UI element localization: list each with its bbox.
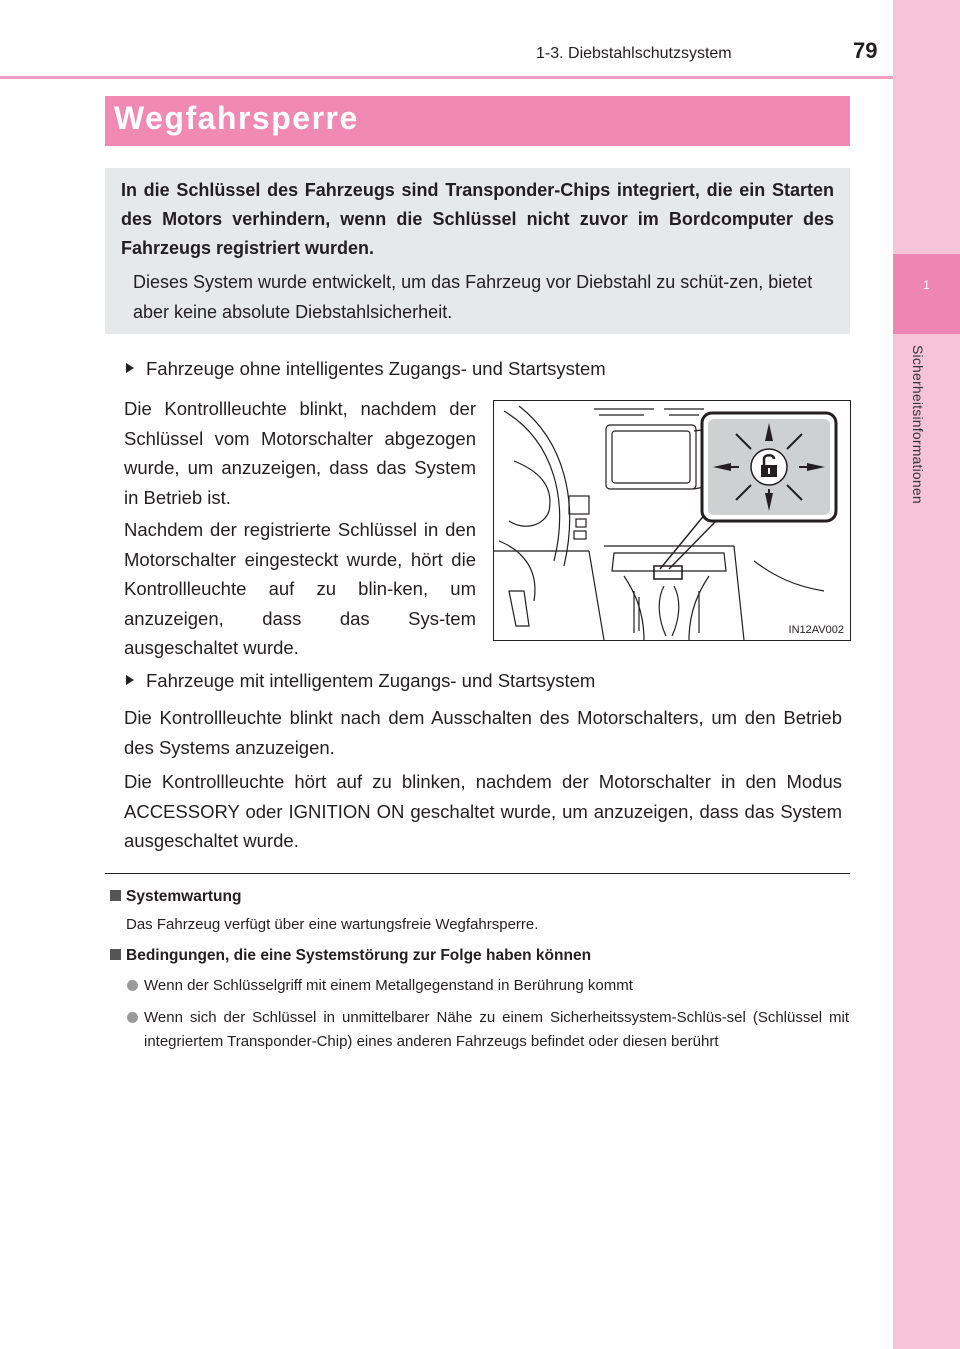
circle-bullet-icon	[127, 1012, 138, 1023]
intro-text: Dieses System wurde entwickelt, um das Fahrzeug vor Diebstahl zu schüt-zen, bietet aber keine absolute Diebstahlsicherheit.	[133, 272, 813, 322]
note-heading-text: Systemwartung	[126, 888, 242, 905]
paragraph-blink: Die Kontrollleuchte blinkt, nachdem der Schlüssel vom Motorschalter abgezogen wurde, um anzuzeigen, dass das System in Betrieb ist.	[124, 398, 476, 508]
page-number: 79	[853, 38, 878, 63]
triangle-bullet-icon	[126, 675, 134, 685]
header-divider	[0, 76, 893, 79]
paragraph-stop-blink: Nachdem der registrierte Schlüssel in den Motorschalter eingesteckt wurde, hört die Kontrollleuchte auf zu blin-ken, um anzuzeigen, dass das Sys-tem ausgeschaltet wurde.	[124, 519, 476, 658]
square-bullet-icon	[110, 890, 121, 901]
intro-bold-text: In die Schlüssel des Fahrzeugs sind Transponder-Chips integriert, die ein Starten des Motors verhindern, wenn die Schlüssel nicht zuvor im Bordcomputer des Fahrzeugs registriert wurden.	[121, 180, 834, 258]
section-heading-text: Fahrzeuge mit intelligentem Zugangs- und Startsystem	[146, 670, 596, 691]
section-heading-without-smart-key	[126, 358, 606, 380]
header-section-title: 1-3. Diebstahlschutzsystem	[536, 45, 732, 62]
section-heading-text: Fahrzeuge ohne intelligentes Zugangs- und Startsystem	[146, 358, 606, 379]
chapter-sidebar	[893, 0, 960, 1349]
dashboard-drawing	[494, 401, 850, 640]
note-heading-text: Bedingungen, die eine Systemstörung zur Folge haben können	[126, 947, 592, 964]
section-heading-with-smart-key	[126, 670, 595, 692]
condition-item: Wenn der Schlüsselgriff mit einem Metallgegenstand in Berührung kommt	[144, 977, 633, 994]
page-title: Wegfahrsperre	[114, 100, 359, 136]
circle-bullet-icon	[127, 980, 138, 991]
notes-divider	[105, 873, 850, 874]
chapter-label: Sicherheitsinformationen	[910, 345, 926, 504]
paragraph-blink-after-off: Die Kontrollleuchte blinkt nach dem Ausschalten des Motorschalters, um den Betrieb des Systems anzuzeigen.	[124, 707, 842, 758]
chapter-number: 1	[923, 278, 930, 292]
condition-item: Wenn sich der Schlüssel in unmittelbarer Nähe zu einem Sicherheitssystem-Schlüs-sel (Schlüssel mit integriertem Transponder-Chip) eines anderen Fahrzeugs befindet oder diesen berührt	[144, 1009, 849, 1050]
note-heading-conditions	[110, 947, 591, 965]
figure-code: IN12AV002	[788, 624, 844, 636]
note-maintenance-text: Das Fahrzeug verfügt über eine wartungsfreie Wegfahrsperre.	[126, 916, 539, 933]
square-bullet-icon	[110, 949, 121, 960]
dashboard-illustration	[493, 400, 851, 641]
note-heading-maintenance	[110, 888, 241, 906]
paragraph-stop-blink-accessory: Die Kontrollleuchte hört auf zu blinken, nachdem der Motorschalter in den Modus ACCESSORY oder IGNITION ON geschaltet wurde, um anzuzeigen, dass das System ausgeschaltet wurde.	[124, 771, 842, 851]
triangle-bullet-icon	[126, 363, 134, 373]
chapter-tab	[893, 254, 960, 334]
